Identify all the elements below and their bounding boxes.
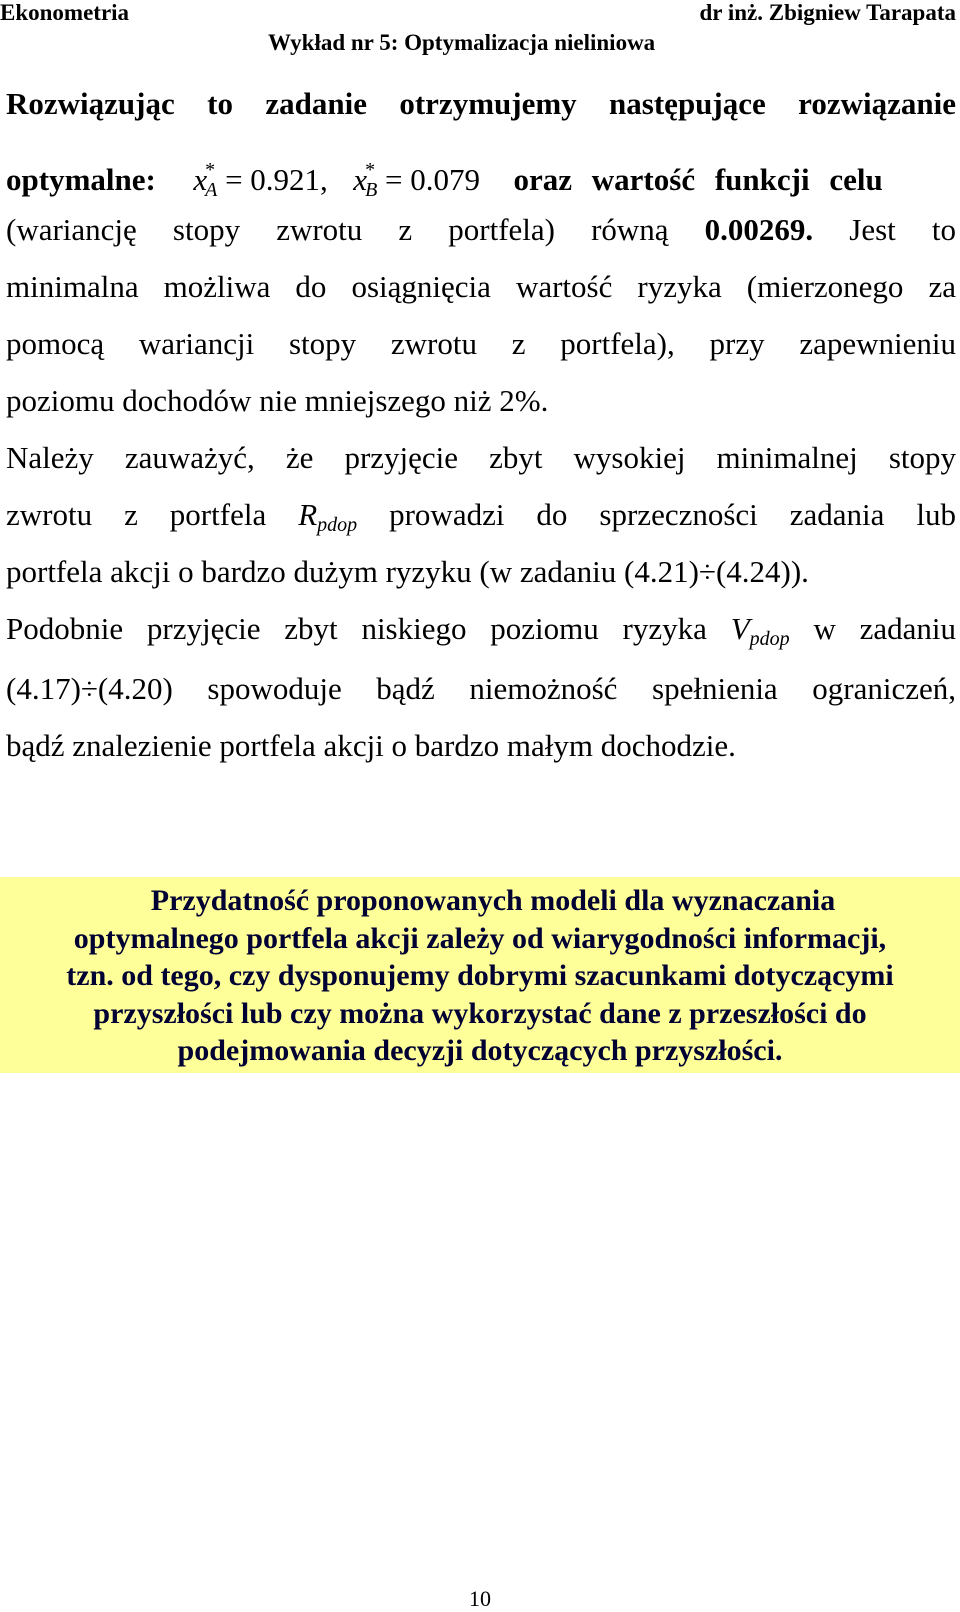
paragraph-line-8: zwrotu z portfela $R_{pdop}$ prowadzi do sprzeczności zadania lub	[6, 497, 957, 536]
symbol-r-pdop: $R_{pdop}$	[298, 497, 358, 536]
paragraph-line-2	[6, 150, 956, 210]
highlight-line-1: Przydatność proponowanych modeli dla wyznaczania	[150, 884, 836, 917]
paragraph-line-6: poziomu dochodów nie mniejszego niż 2%.	[6, 383, 549, 418]
paragraph-line-1: Rozwiązując to zadanie otrzymujemy następujące rozwiązanie	[6, 86, 956, 121]
highlight-line-5: podejmowania decyzji dotyczących przyszłości.	[177, 1034, 783, 1067]
highlight-line-2: optymalnego portfela akcji zależy od wiarygodności informacji,	[73, 922, 887, 955]
header-course-title: Ekonometria	[0, 0, 130, 25]
paragraph-line-5: pomocą wariancji stopy zwrotu z portfela), przy zapewnieniu	[6, 326, 956, 361]
highlight-line-3: tzn. od tego, czy dysponujemy dobrymi szacunkami dotyczącymi	[66, 959, 894, 992]
paragraph-line-11: (4.17)÷(4.20) spowoduje bądź niemożność spełnienia ograniczeń,	[6, 671, 956, 706]
formula-xa: $x^*_A = 0.921$,	[193, 159, 328, 201]
paragraph-line-12: bądź znalezienie portfela akcji o bardzo małym dochodzie.	[6, 728, 736, 763]
formula-xb: $x^*_B = 0.079$	[353, 159, 481, 201]
paragraph-line-7: Należy zauważyć, że przyjęcie zbyt wysokiej minimalnej stopy	[6, 440, 956, 475]
page-number: 10	[469, 1586, 491, 1611]
optimal-label: optymalne:	[6, 162, 156, 197]
header-author: dr inż. Zbigniew Tarapata	[699, 0, 956, 25]
paragraph-line-4: minimalna możliwa do osiągnięcia wartość ryzyka (mierzonego za	[6, 269, 956, 304]
header-lecture-title: Wykład nr 5: Optymalizacja nieliniowa	[268, 30, 656, 55]
highlight-line-4: przyszłości lub czy można wykorzystać dane z przeszłości do	[93, 997, 867, 1030]
paragraph-line-10: Podobnie przyjęcie zbyt niskiego poziomu ryzyka $V_{pdop}$ w zadaniu	[6, 611, 957, 650]
objective-text: oraz wartość funkcji celu	[513, 162, 883, 197]
paragraph-line-3: (wariancję stopy zwrotu z portfela) równą 0.00269. Jest to	[6, 212, 956, 247]
highlight-box	[0, 877, 960, 1073]
symbol-v-pdop: $V_{pdop}$	[730, 611, 790, 650]
paragraph-line-9: portfela akcji o bardzo dużym ryzyku (w zadaniu (4.21)÷(4.24)).	[6, 554, 809, 589]
